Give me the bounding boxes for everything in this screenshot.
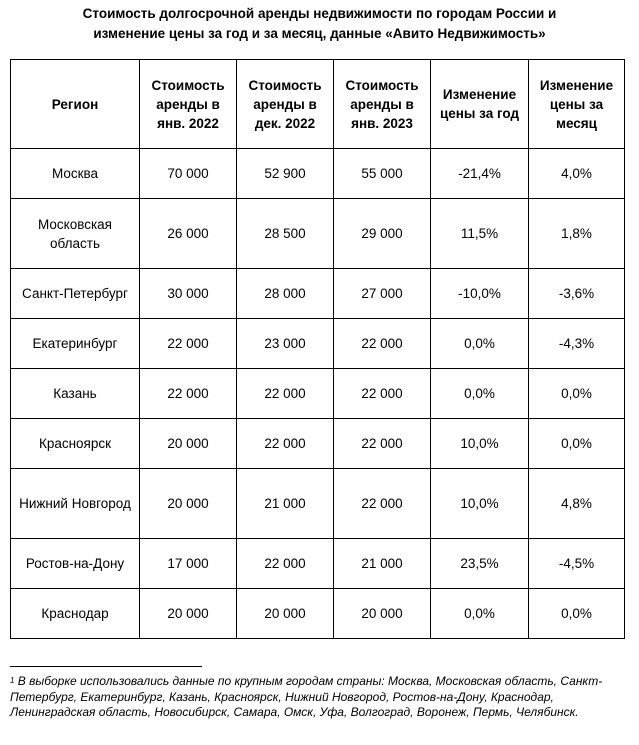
cell-rent-jan-2023: 20 000 xyxy=(334,589,431,639)
cell-region: Екатеринбург xyxy=(11,319,140,369)
cell-change-year: 0,0% xyxy=(431,319,529,369)
header-region: Регион xyxy=(11,60,140,149)
cell-rent-jan-2022: 70 000 xyxy=(140,149,237,199)
cell-rent-jan-2022: 20 000 xyxy=(140,419,237,469)
cell-region: Казань xyxy=(11,369,140,419)
cell-change-year: -21,4% xyxy=(431,149,529,199)
cell-region: Нижний Новгород xyxy=(11,469,140,539)
cell-change-year: 11,5% xyxy=(431,199,529,269)
cell-change-year: 10,0% xyxy=(431,419,529,469)
cell-rent-dec-2022: 22 000 xyxy=(237,539,334,589)
cell-change-month: 4,8% xyxy=(529,469,625,539)
cell-region: Московская область xyxy=(11,199,140,269)
document-title xyxy=(0,4,639,44)
cell-rent-dec-2022: 21 000 xyxy=(237,469,334,539)
header-rent-jan-2023: Стоимость аренды в янв. 2023 xyxy=(334,60,431,149)
table-row xyxy=(11,319,625,369)
title-line-1: Стоимость долгосрочной аренды недвижимости по городам России и xyxy=(82,6,557,21)
table-row xyxy=(11,589,625,639)
cell-rent-jan-2022: 26 000 xyxy=(140,199,237,269)
table-row xyxy=(11,469,625,539)
header-change-year: Изменение цены за год xyxy=(431,60,529,149)
footnote-marker: 1 xyxy=(10,676,15,685)
cell-rent-jan-2022: 20 000 xyxy=(140,589,237,639)
cell-rent-jan-2023: 22 000 xyxy=(334,319,431,369)
cell-change-year: 0,0% xyxy=(431,589,529,639)
rent-table xyxy=(10,59,625,639)
cell-rent-jan-2022: 20 000 xyxy=(140,469,237,539)
cell-change-month: -4,3% xyxy=(529,319,625,369)
cell-change-year: 10,0% xyxy=(431,469,529,539)
cell-rent-jan-2023: 55 000 xyxy=(334,149,431,199)
cell-rent-jan-2023: 29 000 xyxy=(334,199,431,269)
cell-change-month: -4,5% xyxy=(529,539,625,589)
cell-region: Санкт-Петербург xyxy=(11,269,140,319)
cell-rent-jan-2022: 17 000 xyxy=(140,539,237,589)
cell-change-month: 4,0% xyxy=(529,149,625,199)
cell-rent-dec-2022: 52 900 xyxy=(237,149,334,199)
table-header-row xyxy=(11,60,625,149)
cell-rent-jan-2023: 22 000 xyxy=(334,419,431,469)
cell-rent-jan-2023: 27 000 xyxy=(334,269,431,319)
table-row xyxy=(11,199,625,269)
table-row xyxy=(11,369,625,419)
cell-change-year: -10,0% xyxy=(431,269,529,319)
cell-region: Красноярск xyxy=(11,419,140,469)
cell-rent-dec-2022: 22 000 xyxy=(237,369,334,419)
cell-change-month: 0,0% xyxy=(529,589,625,639)
cell-change-year: 0,0% xyxy=(431,369,529,419)
footnote xyxy=(10,674,630,721)
cell-region: Москва xyxy=(11,149,140,199)
header-rent-jan-2022: Стоимость аренды в янв. 2022 xyxy=(140,60,237,149)
header-change-month: Изменение цены за месяц xyxy=(529,60,625,149)
footnote-text: В выборке использовались данные по крупным городам страны: Москва, Московская область, Санкт-Петербург, Екатеринбург, Казань, Красноярск, Нижний Новгород, Ростов-на-Дону, Краснодар, Ленинградская область, Новосибирск, Самара, Омск, Уфа, Волгоград, Воронеж, Пермь, Челябинск. xyxy=(10,674,603,719)
cell-rent-jan-2022: 30 000 xyxy=(140,269,237,319)
cell-rent-dec-2022: 28 000 xyxy=(237,269,334,319)
cell-rent-dec-2022: 23 000 xyxy=(237,319,334,369)
cell-rent-jan-2023: 21 000 xyxy=(334,539,431,589)
table-row xyxy=(11,269,625,319)
cell-region: Краснодар xyxy=(11,589,140,639)
cell-rent-jan-2023: 22 000 xyxy=(334,469,431,539)
cell-change-month: 1,8% xyxy=(529,199,625,269)
cell-rent-dec-2022: 20 000 xyxy=(237,589,334,639)
cell-change-month: 0,0% xyxy=(529,419,625,469)
cell-region: Ростов-на-Дону xyxy=(11,539,140,589)
cell-change-month: -3,6% xyxy=(529,269,625,319)
table-row xyxy=(11,149,625,199)
header-rent-dec-2022: Стоимость аренды в дек. 2022 xyxy=(237,60,334,149)
footnote-divider xyxy=(10,666,202,667)
table-row xyxy=(11,419,625,469)
title-line-2: изменение цены за год и за месяц, данные «Авито Недвижимость» xyxy=(93,26,546,41)
cell-rent-jan-2022: 22 000 xyxy=(140,369,237,419)
cell-change-year: 23,5% xyxy=(431,539,529,589)
cell-rent-jan-2023: 22 000 xyxy=(334,369,431,419)
cell-rent-dec-2022: 22 000 xyxy=(237,419,334,469)
table-row xyxy=(11,539,625,589)
cell-change-month: 0,0% xyxy=(529,369,625,419)
cell-rent-dec-2022: 28 500 xyxy=(237,199,334,269)
cell-rent-jan-2022: 22 000 xyxy=(140,319,237,369)
